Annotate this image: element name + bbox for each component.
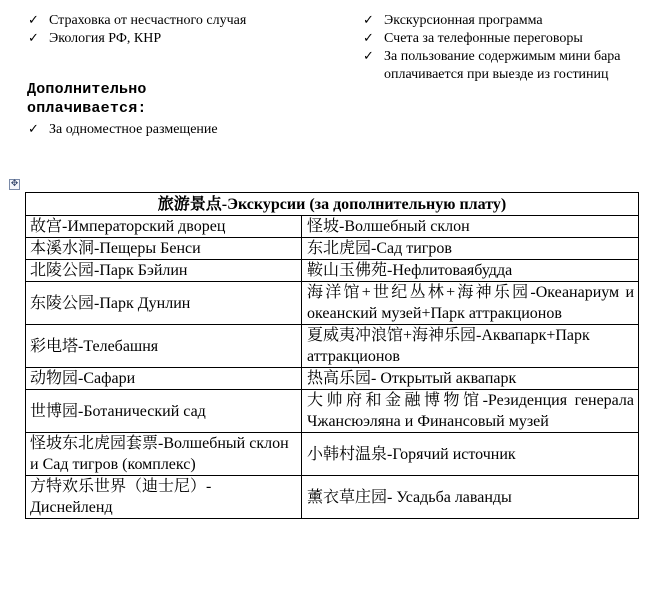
included-list-left <box>26 12 326 48</box>
table-cell: 彩电塔-Телебашня <box>26 325 302 368</box>
table-cell: 薰衣草庄园- Усадьба лаванды <box>302 476 639 519</box>
table-row <box>26 476 639 519</box>
table-cell: 怪坡东北虎园套票-Волшебный склон и Сад тигров (комплекс) <box>26 433 302 476</box>
table-cell: 大帅府和金融博物馆-Резиденция генерала Чжансюэляна и Финансовый музей <box>302 390 639 433</box>
table-row <box>26 282 639 325</box>
checkmark-icon: ✓ <box>28 31 39 46</box>
list-item: ✓ Счета за телефонные переговоры <box>363 31 583 46</box>
checkmark-icon: ✓ <box>363 31 374 46</box>
table-row <box>26 325 639 368</box>
table-cell: 动物园-Сафари <box>26 368 302 390</box>
table-cell: 世博园-Ботанический сад <box>26 390 302 433</box>
table-cell: 夏威夷冲浪馆+海神乐园-Аквапарк+Парк аттракционов <box>302 325 639 368</box>
table-row <box>26 433 639 476</box>
table-cell: 小韩村温泉-Горячий источник <box>302 433 639 476</box>
checkmark-icon: ✓ <box>28 122 39 137</box>
extra-payment-list <box>26 121 326 139</box>
included-list-right <box>361 12 631 84</box>
table-move-handle-icon[interactable]: ✥ <box>10 179 19 189</box>
list-item: ✓ Экскурсионная программа <box>363 13 543 28</box>
checkmark-icon: ✓ <box>363 13 374 28</box>
checkmark-icon: ✓ <box>363 49 374 64</box>
table-cell: 鞍山玉佛苑-Нефлитоваябудда <box>302 260 639 282</box>
table-header-row <box>26 193 639 216</box>
list-item: ✓ Экология РФ, КНР <box>28 31 162 46</box>
table-cell: 方特欢乐世界（迪士尼）- Диснейленд <box>26 476 302 519</box>
list-item: ✓ За пользование содержимым мини бара оплачивается при выезде из гостиниц <box>363 49 621 82</box>
table-cell: 怪坡-Волшебный склон <box>302 216 639 238</box>
table-header: 旅游景点-Экскурсии (за дополнительную плату) <box>26 193 639 216</box>
table-cell: 东陵公园-Парк Дунлин <box>26 282 302 325</box>
table-row <box>26 368 639 390</box>
table-row <box>26 390 639 433</box>
list-item: ✓ За одноместное размещение <box>28 122 218 137</box>
excursions-table <box>25 192 639 519</box>
table-cell: 故宫-Императорский дворец <box>26 216 302 238</box>
table-row <box>26 260 639 282</box>
table-row <box>26 216 639 238</box>
table-cell: 热高乐园- Открытый аквапарк <box>302 368 639 390</box>
checkmark-icon: ✓ <box>28 13 39 28</box>
table-row <box>26 238 639 260</box>
table-cell: 北陵公园-Парк Бэйлин <box>26 260 302 282</box>
table-cell: 东北虎园-Сад тигров <box>302 238 639 260</box>
extra-payment-heading: Дополнительно оплачивается: <box>27 81 147 117</box>
table-cell: 本溪水洞-Пещеры Бенси <box>26 238 302 260</box>
table-cell: 海洋馆+世纪丛林+海神乐园-Океанариум и океанский музей+Парк аттракционов <box>302 282 639 325</box>
list-item: ✓ Страховка от несчастного случая <box>28 13 247 28</box>
